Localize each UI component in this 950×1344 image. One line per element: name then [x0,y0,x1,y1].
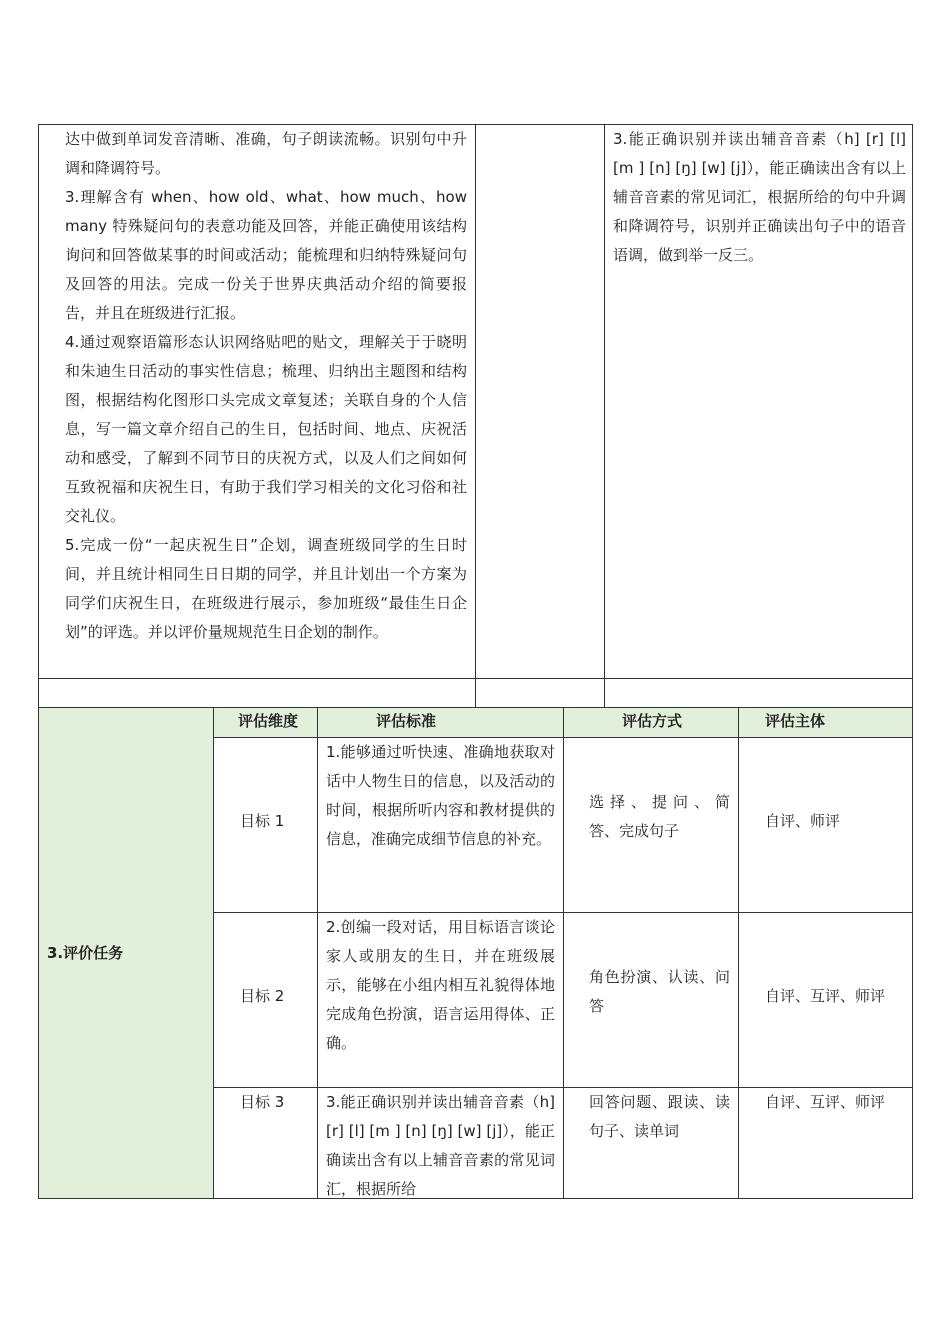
empty-cell [39,679,476,708]
dimension-cell: 目标 3 [214,1088,318,1199]
document-page [38,124,912,1199]
dimension-cell: 目标 1 [214,738,318,913]
objective-paragraph: 5.完成一份“一起庆祝生日”企划，调查班级同学的生日时间，并且统计相同生日日期的同学，并且计划出一个方案为同学们庆祝生日，在班级进行展示，参加班级“最佳生日企划”的评选。并以评价量规规范生日企划的制作。 [65,536,467,641]
phonics-objective-cell [605,125,913,679]
header-standard: 评估标准 [318,708,564,738]
standard-cell: 3.能正确识别并读出辅音音素（h] [r] [l] [m ] [n] [ŋ] [w] [j]），能正确读出含有以上辅音音素的常见词汇，根据所给 [318,1088,564,1199]
empty-row [39,679,913,708]
empty-middle-cell [476,125,605,679]
header-method: 评估方式 [564,708,739,738]
subject-cell: 自评、互评、师评 [739,913,913,1088]
standard-cell: 2.创编一段对话，用目标语言谈论家人或朋友的生日，并在班级展示，能够在小组内相互礼貌得体地完成角色扮演，语言运用得体、正确。 [318,913,564,1088]
dimension-cell: 目标 2 [214,913,318,1088]
phonics-paragraph: 3.能正确识别并读出辅音音素（h] [r] [l] [m ] [n] [ŋ] [w] [j]），能正确读出含有以上辅音音素的常见词汇，根据所给的句中升调和降调符号，识别并正确读出句子中的语音语调，做到举一反三。 [613,130,906,264]
method-cell: 角色扮演、认读、问答 [564,913,739,1088]
subject-cell: 自评、师评 [739,738,913,913]
objectives-row [39,125,913,679]
evaluation-header-row [39,708,913,738]
evaluation-table [38,707,913,1199]
empty-cell [476,679,605,708]
empty-cell [605,679,913,708]
objective-paragraph: 4.通过观察语篇形态认识网络贴吧的贴文，理解关于于晓明和朱迪生日活动的事实性信息；梳理、归纳出主题图和结构图，根据结构化图形口头完成文章复述；关联自身的个人信息，写一篇文章介绍自己的生日，包括时间、地点、庆祝活动和感受，了解到不同节日的庆祝方式，以及人们之间如何互致祝福和庆祝生日，有助于我们学习相关的文化习俗和社交礼仪。 [65,333,467,525]
method-cell: 选 择 、 提 问 、 简 答、完成句子 [564,738,739,913]
objective-paragraph: 3.理解含有 when、how old、what、how much、how many 特殊疑问句的表意功能及回答，并能正确使用该结构询问和回答做某事的时间或活动；能梳理和归纳特殊疑问句及回答的用法。完成一份关于世界庆典活动介绍的简要报告，并且在班级进行汇报。 [65,188,467,322]
objective-paragraph: 达中做到单词发音清晰、准确，句子朗读流畅。识别句中升调和降调符号。 [65,130,467,177]
objectives-cell [39,125,476,679]
section-label: 3.评价任务 [47,943,124,962]
header-dimension: 评估维度 [214,708,318,738]
section-label-cell [39,708,214,1199]
header-subject: 评估主体 [739,708,913,738]
standard-cell: 1.能够通过听快速、准确地获取对话中人物生日的信息，以及活动的时间，根据所听内容和教材提供的信息，准确完成细节信息的补充。 [318,738,564,913]
subject-cell: 自评、互评、师评 [739,1088,913,1199]
method-cell: 回答问题、跟读、读句子、读单词 [564,1088,739,1199]
objectives-table [38,124,913,708]
